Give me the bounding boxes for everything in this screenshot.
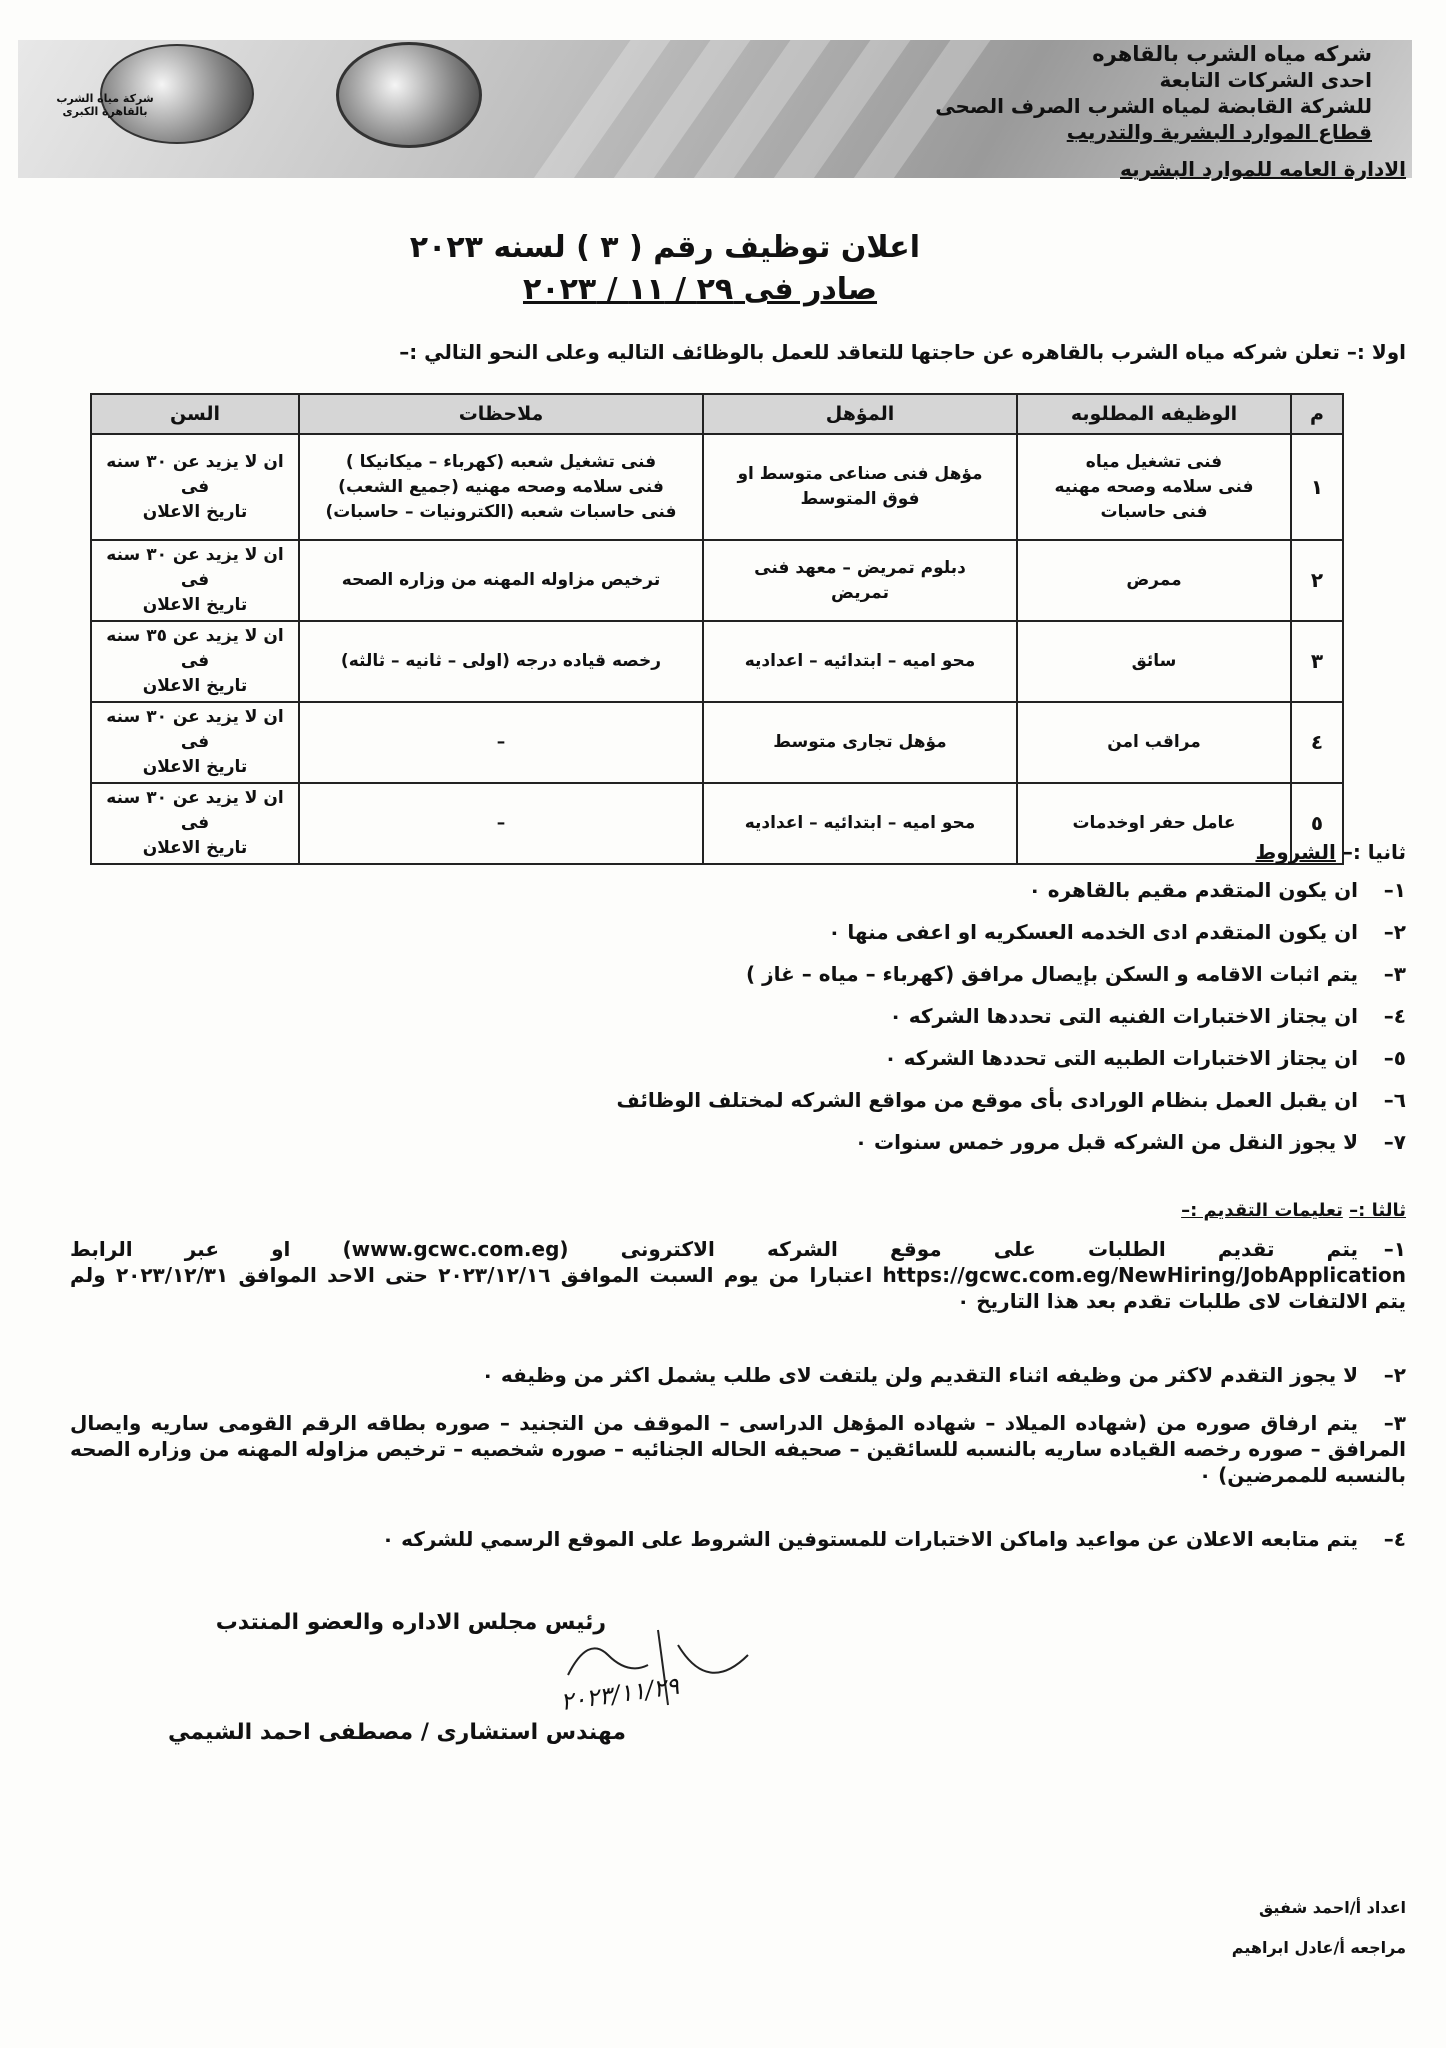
condition-text: ان يقبل العمل بنظام الورادى بأى موقع من مواقع الشركه لمختلف الوظائف: [616, 1088, 1358, 1112]
condition-item: [855, 1130, 1406, 1154]
instruction-item: [70, 1236, 1406, 1314]
job-cell-line: فنى سلامه وصحه مهنيه: [1054, 476, 1254, 497]
age-cell-line: ان لا يزيد عن ٣٠ سنه فى: [106, 707, 284, 752]
notes-cell: [299, 621, 703, 702]
condition-text: ان يجتاز الاختبارات الطبيه التى تحددها الشركه ٠: [884, 1046, 1358, 1070]
job-cell: [1017, 702, 1291, 783]
table-row: [91, 783, 1343, 864]
age-cell: [91, 434, 299, 540]
instruction-number: ٤–: [1383, 1527, 1406, 1551]
qualification-cell: [703, 540, 1017, 621]
age-cell: [91, 621, 299, 702]
age-cell: [91, 783, 299, 864]
age-cell-line: تاريخ الاعلان: [142, 501, 248, 522]
notes-cell: [299, 434, 703, 540]
num-cell: ٤: [1291, 702, 1343, 783]
col-header-num: م: [1291, 394, 1343, 434]
qualification-cell-line: دبلوم تمريض – معهد فنى: [754, 557, 966, 578]
col-header-age: السن: [91, 394, 299, 434]
condition-item: [1029, 878, 1406, 902]
age-cell-line: تاريخ الاعلان: [142, 838, 248, 858]
notes-cell-line: رخصه قياده درجه (اولى – ثانيه – ثالثه): [340, 651, 662, 671]
condition-number: ٣–: [1383, 962, 1406, 986]
condition-text: يتم اثبات الاقامه و السكن بإيصال مرافق (كهرباء – مياه – غاز ): [746, 962, 1358, 986]
conditions-title: الشروط: [1255, 840, 1336, 864]
condition-number: ٧–: [1383, 1130, 1406, 1154]
notes-cell-line: –: [496, 813, 506, 833]
job-cell-line: ممرض: [1126, 570, 1182, 590]
condition-text: ان يجتاز الاختبارات الفنيه التى تحددها الشركه ٠: [889, 1004, 1358, 1028]
num-cell: ٥: [1291, 783, 1343, 864]
instruction-number: ٢–: [1383, 1363, 1406, 1387]
instruction-text: لا يجوز التقدم لاكثر من وظيفه اثناء التقديم ولن يلتفت لاى طلب يشمل اكثر من وظيفه ٠: [481, 1363, 1358, 1387]
issue-date: صادر فى ٢٩ / ١١ / ٢٠٢٣: [522, 272, 878, 307]
company-name: شركه مياه الشرب بالقاهره: [1092, 42, 1372, 66]
condition-number: ٥–: [1383, 1046, 1406, 1070]
table-row: [91, 702, 1343, 783]
notes-cell-line: فنى تشغيل شعبه (كهرباء – ميكانيكا ): [345, 451, 657, 472]
qualification-cell-line: فوق المتوسط: [800, 489, 920, 509]
age-cell-line: تاريخ الاعلان: [142, 757, 248, 777]
condition-text: ان يكون المتقدم مقيم بالقاهره ٠: [1028, 878, 1358, 902]
holding-line: للشركة القابضة لمياه الشرب الصرف الصحى: [935, 94, 1372, 118]
qualification-cell-line: محو اميه – ابتدائيه – اعداديه: [744, 813, 976, 833]
age-cell-line: ان لا يزيد عن ٣٠ سنه فى: [106, 788, 284, 833]
instruction-item: [70, 1410, 1406, 1488]
age-cell-line: ان لا يزيد عن ٣٥ سنه فى: [106, 626, 284, 671]
qualification-cell-line: تمريض: [831, 582, 889, 603]
age-cell: [91, 540, 299, 621]
age-cell-line: تاريخ الاعلان: [142, 595, 248, 615]
age-cell-line: ان لا يزيد عن ٣٠ سنه فى: [106, 545, 284, 590]
condition-text: لا يجوز النقل من الشركه قبل مرور خمس سنوات ٠: [854, 1130, 1358, 1154]
col-header-notes: ملاحظات: [299, 394, 703, 434]
notes-cell: [299, 540, 703, 621]
notes-cell-line: فنى حاسبات شعبه (الكترونيات – حاسبات): [325, 501, 677, 522]
num-cell: ٢: [1291, 540, 1343, 621]
condition-number: ١–: [1383, 878, 1406, 902]
instruction-text: يتم متابعه الاعلان عن مواعيد واماكن الاختبارات للمستوفين الشروط على الموقع الرسمي للشركه ٠: [381, 1527, 1358, 1551]
notes-cell-line: –: [496, 732, 506, 752]
table-header-row: [91, 394, 1343, 434]
conditions-prefix: ثانيا :–: [1342, 840, 1406, 864]
age-cell-line: تاريخ الاعلان: [142, 676, 248, 696]
qualification-cell: [703, 702, 1017, 783]
condition-item: [746, 962, 1406, 986]
signatory-role: رئيس مجلس الاداره والعضو المنتدب: [215, 1610, 606, 1635]
condition-item: [617, 1088, 1406, 1112]
notes-cell-line: ترخيص مزاوله المهنه من وزاره الصحه: [341, 570, 661, 590]
instruction-text: يتم تقديم الطلبات على موقع الشركه الاكترونى (www.gcwc.com.eg) او عبر الرابط https://gcwc.com.eg/NewHiring/JobApplication اعتبارا من يوم السبت الموافق ٢٠٢٣/١٢/١٦ حتى الاحد الموافق ٢٠٢٣/١٢/٣١ ولم يتم الالتفات لاى طلبات تقدم بعد هذا التاريخ ٠: [70, 1237, 1407, 1313]
instructions-heading: [1181, 1200, 1406, 1221]
condition-number: ٤–: [1383, 1004, 1406, 1028]
age-cell: [91, 702, 299, 783]
qualification-cell: [703, 434, 1017, 540]
condition-number: ٦–: [1383, 1088, 1406, 1112]
num-cell: ٣: [1291, 621, 1343, 702]
reviewed-by: مراجعه أ/عادل ابراهيم: [1231, 1938, 1406, 1957]
announcement-title: اعلان توظيف رقم ( ٣ ) لسنه ٢٠٢٣: [409, 230, 920, 265]
condition-item: [884, 1046, 1406, 1070]
job-cell: [1017, 540, 1291, 621]
col-header-qualification: المؤهل: [703, 394, 1017, 434]
instruction-number: ٣–: [1383, 1411, 1406, 1435]
handwritten-date: ٢٠٢٣/١١/٢٩: [558, 1671, 681, 1717]
num-cell: ١: [1291, 434, 1343, 540]
table-row: [91, 540, 1343, 621]
instruction-item: [70, 1362, 1406, 1388]
conditions-heading: [1255, 840, 1406, 864]
qualification-cell-line: مؤهل تجارى متوسط: [773, 732, 947, 752]
notes-cell-line: فنى سلامه وصحه مهنيه (جميع الشعب): [338, 476, 664, 497]
holding-company-logo: [336, 42, 482, 148]
sector-line: قطاع الموارد البشرية والتدريب: [1066, 120, 1372, 144]
col-header-job: الوظيفه المطلوبه: [1017, 394, 1291, 434]
instruction-number: ١–: [1383, 1237, 1406, 1261]
instructions-title: تعليمات التقديم :–: [1181, 1200, 1343, 1221]
qualification-cell-line: محو اميه – ابتدائيه – اعداديه: [744, 651, 976, 671]
notes-cell: [299, 702, 703, 783]
job-cell: [1017, 434, 1291, 540]
job-cell-line: مراقب امن: [1107, 732, 1201, 752]
qualification-cell-line: مؤهل فنى صناعى متوسط او: [737, 464, 983, 484]
job-cell-line: عامل حفر اوخدمات: [1072, 813, 1236, 833]
job-cell-line: فنى تشغيل مياه: [1085, 451, 1223, 472]
job-cell: [1017, 783, 1291, 864]
instruction-item: [70, 1526, 1406, 1552]
logo-caption: شركة مياه الشرب بالقاهرة الكبرى: [56, 92, 154, 118]
qualification-cell: [703, 621, 1017, 702]
condition-number: ٢–: [1383, 920, 1406, 944]
condition-item: [828, 920, 1406, 944]
condition-text: ان يكون المتقدم ادى الخدمه العسكريه او اعفى منها ٠: [828, 920, 1358, 944]
table-row: [91, 434, 1343, 540]
job-cell-line: فنى حاسبات: [1100, 501, 1208, 522]
table-row: [91, 621, 1343, 702]
condition-item: [890, 1004, 1406, 1028]
job-cell-line: سائق: [1131, 651, 1177, 671]
section-first-heading: اولا :– تعلن شركه مياه الشرب بالقاهره عن حاجتها للتعاقد للعمل بالوظائف التاليه وعلى النحو التالي :–: [399, 340, 1406, 364]
hr-department-heading: الادارة العامه للموارد البشريه: [1120, 157, 1406, 181]
qualification-cell: [703, 783, 1017, 864]
instruction-text: يتم ارفاق صوره من (شهاده الميلاد – شهاده المؤهل الدراسى – الموقف من التجنيد – صوره بطاقه الرقم القومى ساريه وايصال المرافق – صوره رخصه القياده ساريه بالنسبه للسائقين – صحيفه الحاله الجنائيه – صوره شخصيه – ترخيص مزاوله المهنه من وزاره الصحه بالنسبه للممرضين) ٠: [70, 1411, 1406, 1487]
job-cell: [1017, 621, 1291, 702]
signatory-name: مهندس استشارى / مصطفى احمد الشيمي: [167, 1720, 626, 1745]
affiliate-line: احدى الشركات التابعة: [1159, 68, 1372, 92]
jobs-table: [90, 393, 1344, 865]
age-cell-line: ان لا يزيد عن ٣٠ سنه فى: [106, 451, 284, 497]
notes-cell: [299, 783, 703, 864]
instructions-prefix: ثالثا :–: [1349, 1200, 1406, 1221]
prepared-by: اعداد أ/احمد شفيق: [1258, 1898, 1406, 1917]
